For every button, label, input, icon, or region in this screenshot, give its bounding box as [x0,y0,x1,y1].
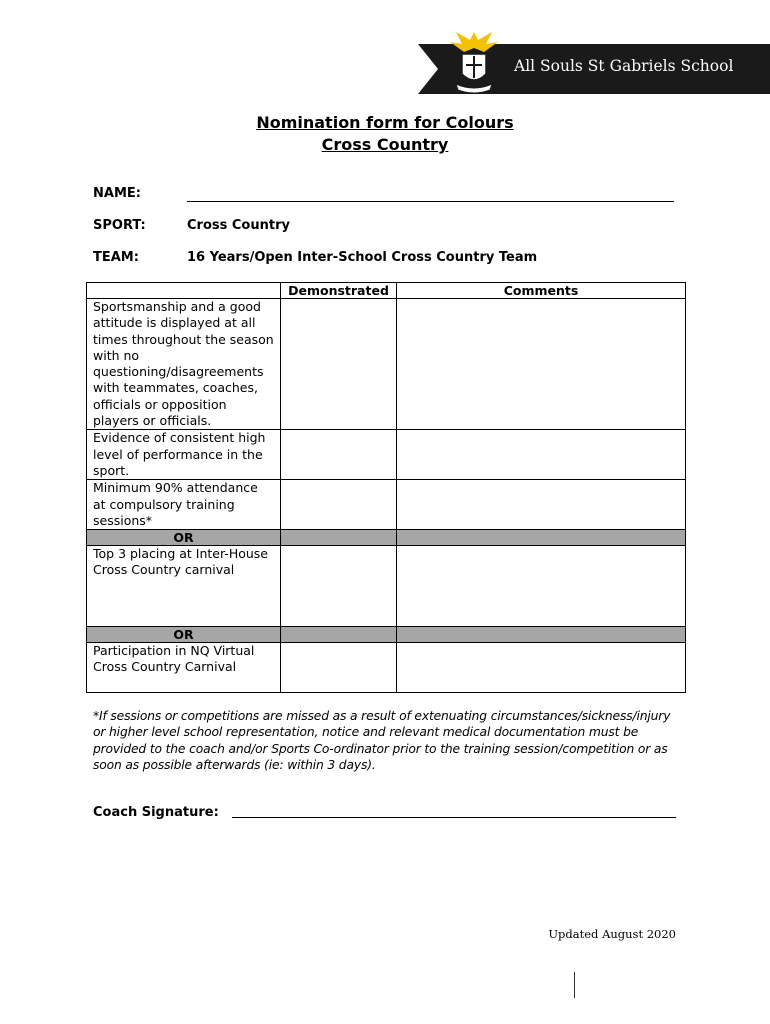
footnote: *If sessions or competitions are missed as a result of extenuating circumstances/sickness/injury or higher level school representation, notice and relevant medical documentation must be provided to the coach and/or Sports Co-ordinator prior to the training session/competition or as soon as possible afterwards (ie: within 3 days). [93,709,671,772]
school-crest-logo [448,28,500,100]
demonstrated-header: Demonstrated [281,283,397,299]
comments-cell[interactable] [397,430,686,480]
or-separator-row [87,627,686,643]
name-label: NAME: [93,186,141,201]
team-value: 16 Years/Open Inter-School Cross Country Team [187,250,538,265]
criterion-cell: Participation in NQ Virtual Cross Country Carnival [87,643,281,693]
form-title: Nomination form for Colours [256,113,514,132]
table-row [87,480,686,530]
demonstrated-cell[interactable] [281,643,397,693]
or-separator-fill [397,530,686,546]
school-name: All Souls St Gabriels School [514,57,734,75]
criterion-cell: Top 3 placing at Inter-House Cross Country carnival [87,546,281,627]
criteria-table [86,282,686,693]
comments-cell[interactable] [397,546,686,627]
criterion-cell: Minimum 90% attendance at compulsory training sessions* [87,480,281,530]
demonstrated-cell[interactable] [281,430,397,480]
criterion-cell: Evidence of consistent high level of performance in the sport. [87,430,281,480]
footer-divider [574,972,575,998]
comments-cell[interactable] [397,299,686,430]
coach-signature-label: Coach Signature: [93,805,219,820]
demonstrated-cell[interactable] [281,480,397,530]
sport-label: SPORT: [93,218,146,233]
or-separator-row [87,530,686,546]
table-row [87,430,686,480]
sport-value: Cross Country [187,218,290,233]
or-separator: OR [87,627,281,643]
demonstrated-cell[interactable] [281,299,397,430]
table-row [87,299,686,430]
updated-date: Updated August 2020 [548,927,676,941]
demonstrated-cell[interactable] [281,546,397,627]
name-entry-line[interactable] [187,201,674,202]
or-separator-fill [281,530,397,546]
comments-cell[interactable] [397,643,686,693]
comments-cell[interactable] [397,480,686,530]
table-row [87,546,686,627]
or-separator-fill [281,627,397,643]
criterion-cell: Sportsmanship and a good attitude is displayed at all times throughout the season with no questioning/disagreements with teammates, coaches, officials or opposition players or officials. [87,299,281,430]
or-separator: OR [87,530,281,546]
coach-signature-line[interactable] [232,817,676,818]
team-label: TEAM: [93,250,139,265]
table-header-row [87,283,686,299]
form-subtitle: Cross Country [321,135,449,154]
or-separator-fill [397,627,686,643]
table-row [87,643,686,693]
comments-header: Comments [397,283,686,299]
criterion-header [87,283,281,299]
